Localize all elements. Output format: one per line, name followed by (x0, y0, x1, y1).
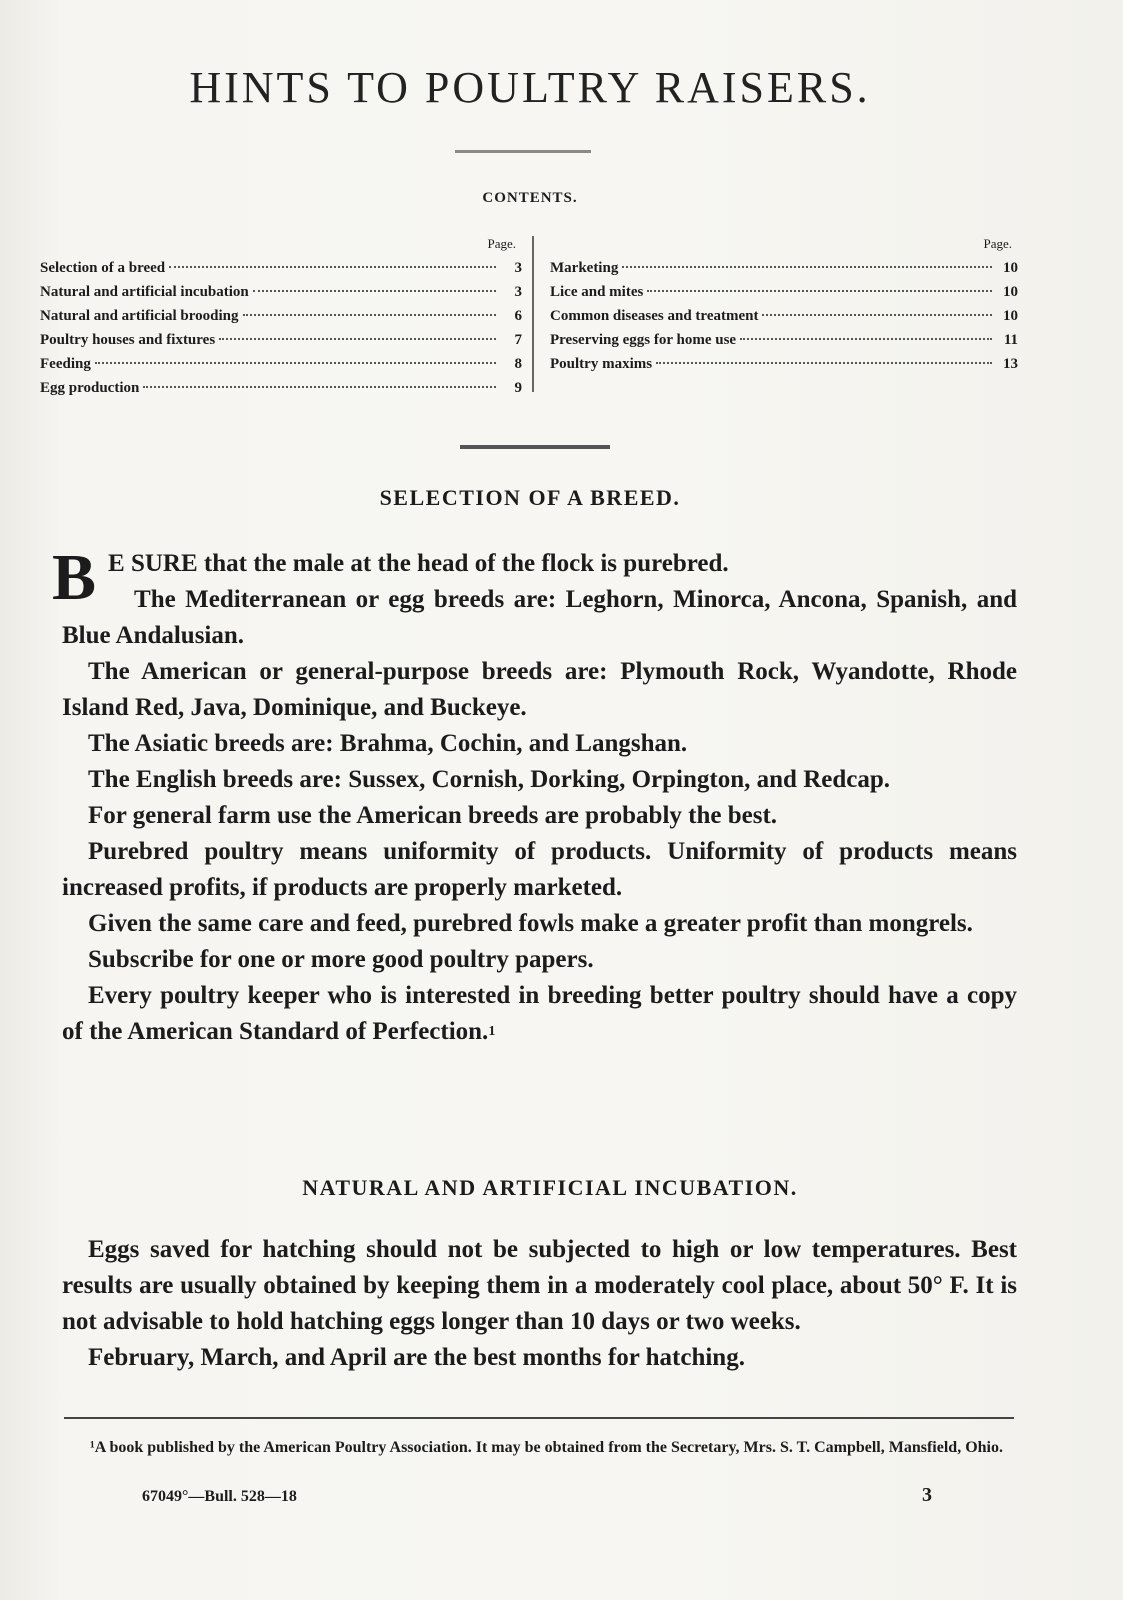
toc-entry-page: 3 (514, 260, 522, 276)
imprint-line: 67049°—Bull. 528—18 (142, 1488, 297, 1505)
paragraph: The American or general-purpose breeds are: Plymouth Rock, Wyandotte, Rhode Island Red, Java, Dominique, and Buckeye. (62, 658, 1017, 721)
page-number: 3 (922, 1484, 932, 1506)
leader-dots (219, 338, 496, 340)
contents-right-column (550, 236, 1018, 376)
first-line-text: E SURE that the male at the head of the flock is purebred. (108, 550, 729, 577)
leader-dots (647, 290, 992, 292)
toc-entry-page: 13 (1003, 356, 1018, 372)
toc-entry-label: Natural and artificial brooding (40, 308, 239, 324)
leader-dots (143, 386, 496, 388)
paragraph: The Mediterranean or egg breeds are: Leghorn, Minorca, Ancona, Spanish, and Blue Andalusian. (62, 586, 1017, 649)
page-column-label: Page. (487, 236, 516, 251)
paragraph: Subscribe for one or more good poultry papers. (88, 946, 594, 973)
toc-entry (40, 376, 522, 400)
toc-entry (40, 280, 522, 304)
toc-entry (550, 352, 1018, 376)
contents-column-divider (532, 236, 534, 392)
toc-entry (40, 352, 522, 376)
page-title: HINTS TO POULTRY RAISERS. (189, 63, 871, 112)
paragraph (62, 978, 1017, 1050)
toc-entry (550, 304, 1018, 328)
leader-dots (740, 338, 992, 340)
contents-heading: CONTENTS. (482, 190, 578, 206)
toc-entry-label: Common diseases and treatment (550, 308, 759, 324)
toc-entry-label: Poultry maxims (550, 356, 653, 372)
selection-body (52, 541, 1017, 1050)
toc-entry-page: 10 (1003, 308, 1018, 324)
title-rule (455, 150, 591, 153)
contents-left-column (40, 236, 522, 400)
paragraph: For general farm use the American breeds are probably the best. (88, 802, 778, 829)
paragraph-text: Every poultry keeper who is interested in breeding better poultry should have a copy of the American Standard of Perfection. (62, 982, 1017, 1045)
incubation-body (62, 1232, 1017, 1376)
toc-entry-page: 10 (1003, 260, 1018, 276)
paragraph: Given the same care and feed, purebred fowls make a greater profit than mongrels. (88, 910, 973, 937)
paragraph: The English breeds are: Sussex, Cornish, Dorking, Orpington, and Redcap. (88, 766, 891, 793)
toc-entry (40, 328, 522, 352)
toc-entry-label: Preserving eggs for home use (550, 332, 737, 348)
toc-entry (550, 280, 1018, 304)
toc-entry-page: 3 (514, 284, 522, 300)
leader-dots (243, 314, 497, 316)
paragraph: Eggs saved for hatching should not be subjected to high or low temperatures. Best results are usually obtained by keeping them in a moderately cool place, about 50° F. It is not advisable to hold hatching eggs longer than 10 days or two weeks. (62, 1236, 1017, 1335)
paragraph: Purebred poultry means uniformity of products. Uniformity of products means increased profits, if products are properly marketed. (62, 838, 1017, 901)
paragraph: February, March, and April are the best months for hatching. (88, 1344, 745, 1371)
leader-dots (622, 266, 992, 268)
footnote-rule (64, 1417, 1014, 1419)
toc-entry-page: 7 (514, 332, 522, 348)
leader-dots (656, 362, 992, 364)
leader-dots (95, 362, 496, 364)
section-heading-incubation: NATURAL AND ARTIFICIAL INCUBATION. (302, 1175, 798, 1200)
toc-entry (40, 304, 522, 328)
toc-entry (40, 256, 522, 280)
toc-entry-label: Poultry houses and fixtures (40, 332, 216, 348)
toc-entry-label: Selection of a breed (40, 260, 166, 276)
footnote: ¹A book published by the American Poultry Association. It may be obtained from the Secretary, Mrs. S. T. Campbell, Mansfield, Ohio. (90, 1439, 1003, 1456)
leader-dots (762, 314, 992, 316)
toc-entry-page: 11 (1003, 332, 1018, 348)
toc-entry-label: Natural and artificial incubation (40, 284, 249, 300)
toc-entry-page: 8 (514, 356, 522, 372)
paragraph (52, 541, 1017, 614)
toc-entry (550, 328, 1018, 352)
toc-entry-page: 9 (514, 380, 522, 396)
leader-dots (169, 266, 496, 268)
footnote-marker: 1 (488, 1024, 496, 1039)
toc-entry-label: Egg production (40, 380, 140, 396)
section-rule (460, 445, 610, 449)
toc-entry-label: Marketing (550, 260, 619, 276)
toc-entry-label: Feeding (40, 356, 91, 372)
section-heading-selection: SELECTION OF A BREED. (379, 485, 681, 510)
leader-dots (253, 290, 496, 292)
page-column-label: Page. (983, 236, 1012, 251)
toc-entry-page: 10 (1003, 284, 1018, 300)
toc-entry (550, 256, 1018, 280)
paragraph: The Asiatic breeds are: Brahma, Cochin, and Langshan. (88, 730, 688, 757)
drop-cap: B (52, 541, 97, 614)
toc-entry-label: Lice and mites (550, 284, 644, 300)
toc-entry-page: 6 (514, 308, 522, 324)
